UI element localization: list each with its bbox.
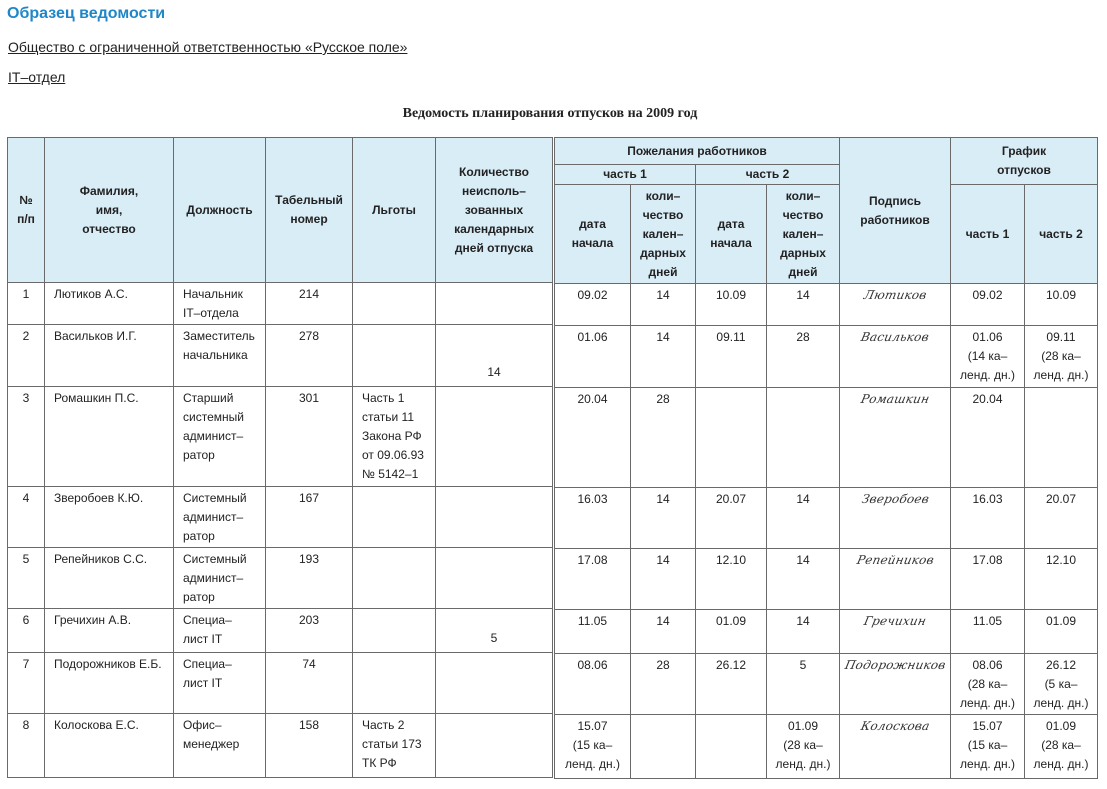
employee-name: Васильков И.Г. xyxy=(45,325,174,387)
table-row xyxy=(8,653,553,714)
benefits: Часть 2 статьи 173 ТК РФ xyxy=(353,714,436,778)
part1-days: 14 xyxy=(631,488,696,549)
signature-image: Гречихин xyxy=(862,614,928,628)
part1-days: 14 xyxy=(631,326,696,388)
table-row xyxy=(555,610,1098,654)
header-benefits: Льготы xyxy=(353,138,436,283)
header-unused-days: Количество неисполь– зованных календарных дней отпуска xyxy=(436,138,553,283)
part2-days: 01.09 (28 ка– ленд. дн.) xyxy=(767,715,840,779)
schedule-part2 xyxy=(1025,388,1098,488)
tab-number: 167 xyxy=(266,487,353,548)
table-row xyxy=(555,549,1098,610)
row-number: 8 xyxy=(8,714,45,778)
schedule-part2: 09.11 (28 ка– ленд. дн.) xyxy=(1025,326,1098,388)
schedule-part2: 01.09 xyxy=(1025,610,1098,654)
signature-image: Подорожников xyxy=(843,658,947,672)
unused-days xyxy=(436,714,553,778)
tab-number: 301 xyxy=(266,387,353,487)
employee-name: Подорожников Е.Б. xyxy=(45,653,174,714)
header-wish-part2: часть 2 xyxy=(696,165,840,185)
header-schedule-part1: часть 1 xyxy=(951,185,1025,284)
signature-image: Васильков xyxy=(859,330,931,344)
employee-position: Специа– лист IT xyxy=(174,653,266,714)
header-position: Должность xyxy=(174,138,266,283)
table-row xyxy=(555,654,1098,715)
part1-days: 14 xyxy=(631,549,696,610)
schedule-part1: 09.02 xyxy=(951,284,1025,326)
part2-days xyxy=(767,388,840,488)
employee-signature xyxy=(840,549,951,610)
part2-days: 28 xyxy=(767,326,840,388)
row-number: 1 xyxy=(8,283,45,325)
employee-signature xyxy=(840,715,951,779)
employee-signature xyxy=(840,610,951,654)
part2-days: 5 xyxy=(767,654,840,715)
schedule-part1: 11.05 xyxy=(951,610,1025,654)
part1-days xyxy=(631,715,696,779)
signature-image: Ромашкин xyxy=(859,392,931,406)
tab-number: 278 xyxy=(266,325,353,387)
table-row xyxy=(555,326,1098,388)
unused-days xyxy=(436,653,553,714)
part2-days: 14 xyxy=(767,488,840,549)
schedule-part2: 10.09 xyxy=(1025,284,1098,326)
part2-start-date xyxy=(696,388,767,488)
unused-days xyxy=(436,487,553,548)
document-title: Ведомость планирования отпусков на 2009 год xyxy=(402,106,698,121)
part1-days: 28 xyxy=(631,654,696,715)
row-number: 7 xyxy=(8,653,45,714)
schedule-part1: 08.06 (28 ка– ленд. дн.) xyxy=(951,654,1025,715)
header-p2-start: дата начала xyxy=(696,185,767,284)
header-p2-days: коли– чество кален– дарных дней xyxy=(767,185,840,284)
part1-start-date: 08.06 xyxy=(555,654,631,715)
unused-days xyxy=(436,387,553,487)
signature-image: Репейников xyxy=(855,553,935,567)
employee-name: Зверобоев К.Ю. xyxy=(45,487,174,548)
table-row xyxy=(555,715,1098,779)
part1-days: 14 xyxy=(631,284,696,326)
schedule-part1: 17.08 xyxy=(951,549,1025,610)
unused-days xyxy=(436,548,553,609)
header-num: № п/п xyxy=(8,138,45,283)
table-row xyxy=(8,487,553,548)
vacation-schedule-table xyxy=(554,137,1098,779)
employee-signature xyxy=(840,654,951,715)
header-schedule: График отпусков xyxy=(951,138,1098,185)
organization-name: Общество с ограниченной ответственностью «Русское поле» xyxy=(8,39,408,55)
table-row xyxy=(8,609,553,653)
part2-start-date: 20.07 xyxy=(696,488,767,549)
part1-days: 28 xyxy=(631,388,696,488)
table-row xyxy=(8,548,553,609)
benefits xyxy=(353,548,436,609)
employee-position: Специа– лист IT xyxy=(174,609,266,653)
tab-number: 74 xyxy=(266,653,353,714)
part1-start-date: 11.05 xyxy=(555,610,631,654)
header-p1-days: коли– чество кален– дарных дней xyxy=(631,185,696,284)
signature-image: Лютиков xyxy=(862,288,928,302)
employee-position: Офис– менеджер xyxy=(174,714,266,778)
part1-start-date: 15.07 (15 ка– ленд. дн.) xyxy=(555,715,631,779)
signature-image: Колоскова xyxy=(859,719,931,733)
part2-start-date: 01.09 xyxy=(696,610,767,654)
part2-start-date: 09.11 xyxy=(696,326,767,388)
employee-position: Заместитель начальника xyxy=(174,325,266,387)
tab-number: 214 xyxy=(266,283,353,325)
employee-position: Системный админист– ратор xyxy=(174,487,266,548)
schedule-part2: 26.12 (5 ка– ленд. дн.) xyxy=(1025,654,1098,715)
employee-position: Старший системный админист– ратор xyxy=(174,387,266,487)
tab-number: 203 xyxy=(266,609,353,653)
part2-days: 14 xyxy=(767,610,840,654)
employee-position: Системный админист– ратор xyxy=(174,548,266,609)
part2-days: 14 xyxy=(767,549,840,610)
benefits xyxy=(353,653,436,714)
header-p1-start: дата начала xyxy=(555,185,631,284)
tab-number: 193 xyxy=(266,548,353,609)
schedule-part1: 15.07 (15 ка– ленд. дн.) xyxy=(951,715,1025,779)
part2-days: 14 xyxy=(767,284,840,326)
schedule-part2: 12.10 xyxy=(1025,549,1098,610)
schedule-part2: 20.07 xyxy=(1025,488,1098,549)
part1-start-date: 20.04 xyxy=(555,388,631,488)
part2-start-date: 26.12 xyxy=(696,654,767,715)
schedule-part1: 01.06 (14 ка– ленд. дн.) xyxy=(951,326,1025,388)
employee-name: Репейников С.С. xyxy=(45,548,174,609)
part2-start-date: 10.09 xyxy=(696,284,767,326)
employee-signature xyxy=(840,388,951,488)
row-number: 2 xyxy=(8,325,45,387)
tab-number: 158 xyxy=(266,714,353,778)
benefits xyxy=(353,487,436,548)
table-row xyxy=(555,284,1098,326)
schedule-part1: 16.03 xyxy=(951,488,1025,549)
employee-name: Гречихин А.В. xyxy=(45,609,174,653)
part2-start-date: 12.10 xyxy=(696,549,767,610)
schedule-part2: 01.09 (28 ка– ленд. дн.) xyxy=(1025,715,1098,779)
sample-heading: Образец ведомости xyxy=(7,5,166,22)
part1-start-date: 17.08 xyxy=(555,549,631,610)
employee-name: Колоскова Е.С. xyxy=(45,714,174,778)
row-number: 3 xyxy=(8,387,45,487)
table-row xyxy=(8,387,553,487)
signature-image: Зверобоев xyxy=(860,492,931,506)
employee-signature xyxy=(840,488,951,549)
part1-start-date: 09.02 xyxy=(555,284,631,326)
benefits: Часть 1 статьи 11 Закона РФ от 09.06.93 № 5142–1 xyxy=(353,387,436,487)
header-name: Фамилия, имя, отчество xyxy=(45,138,174,283)
employee-info-table xyxy=(7,137,553,778)
employee-signature xyxy=(840,284,951,326)
row-number: 4 xyxy=(8,487,45,548)
table-row xyxy=(8,714,553,778)
employee-signature xyxy=(840,326,951,388)
row-number: 5 xyxy=(8,548,45,609)
benefits xyxy=(353,609,436,653)
header-signature: Подпись работников xyxy=(840,138,951,284)
unused-days: 5 xyxy=(436,609,553,653)
part1-start-date: 01.06 xyxy=(555,326,631,388)
header-tab-number: Табельный номер xyxy=(266,138,353,283)
table-row xyxy=(8,325,553,387)
header-wishes: Пожелания работников xyxy=(555,138,840,165)
row-number: 6 xyxy=(8,609,45,653)
table-row xyxy=(555,488,1098,549)
benefits xyxy=(353,283,436,325)
unused-days xyxy=(436,283,553,325)
table-row xyxy=(8,283,553,325)
employee-name: Ромашкин П.С. xyxy=(45,387,174,487)
part1-days: 14 xyxy=(631,610,696,654)
unused-days: 14 xyxy=(436,325,553,387)
part1-start-date: 16.03 xyxy=(555,488,631,549)
part2-start-date xyxy=(696,715,767,779)
employee-name: Лютиков А.С. xyxy=(45,283,174,325)
benefits xyxy=(353,325,436,387)
schedule-part1: 20.04 xyxy=(951,388,1025,488)
header-wish-part1: часть 1 xyxy=(555,165,696,185)
employee-position: Начальник IT–отдела xyxy=(174,283,266,325)
department-name: IT–отдел xyxy=(8,69,66,85)
header-schedule-part2: часть 2 xyxy=(1025,185,1098,284)
table-row xyxy=(555,388,1098,488)
